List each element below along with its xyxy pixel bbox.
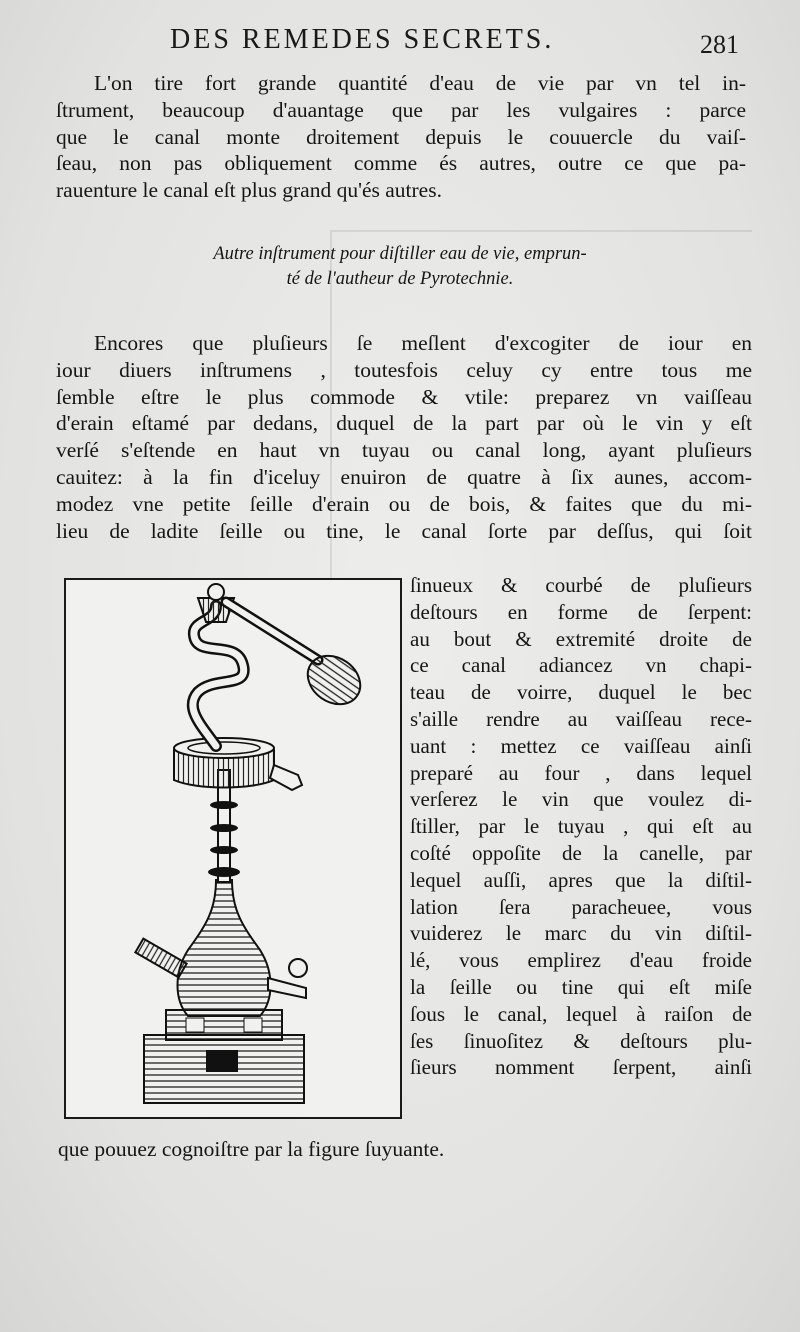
text-line: lation ſera paracheuee, vous: [410, 894, 752, 919]
text-line: cauitez: à la fin d'iceluy enuiron de quatre à ſix aunes, accom-: [56, 464, 752, 489]
text-line: que le canal monte droitement depuis le couuercle du vaiſ-: [56, 124, 746, 149]
text-line: ſeau, non pas obliquement comme és autres, outre ce que pa-: [56, 151, 746, 176]
text-line: ſous le canal, lequel à raiſon de: [410, 1001, 752, 1026]
text-line: au bout & extremité droite de: [410, 626, 752, 651]
text-line: iour diuers inſtrumens , toutesfois celuy cy entre tous me: [56, 357, 752, 382]
text-line: ſemble eſtre le plus commode & vtile: preparez vn vaiſſeau: [56, 384, 752, 409]
text-line: verſerez le vin que voulez di-: [410, 787, 752, 812]
text-line: lequel auſſi, apres que la diſtil-: [410, 867, 752, 892]
heading-line: Autre inſtrument pour diſtiller eau de vie, emprun-: [213, 244, 587, 264]
closing-line: [58, 1136, 758, 1163]
text-line: ce canal adiancez vn chapi-: [410, 653, 752, 678]
text-line: uant : mettez ce vaiſſeau ainſi: [410, 733, 752, 758]
section-heading: [100, 242, 700, 292]
text-line: vuiderez le marc du vin diſtil-: [410, 921, 752, 946]
body-paragraph: [56, 330, 752, 544]
page-header: [0, 22, 800, 62]
text-line: coſté oppoſite de la canelle, par: [410, 840, 752, 865]
text-line: L'on tire fort grande quantité d'eau de vie par vn tel in-: [94, 71, 746, 95]
distillation-serpent-apparatus-woodcut-icon: [66, 580, 400, 1117]
text-line: que pouuez cognoiſtre par la figure ſuyuante.: [58, 1137, 445, 1161]
heading-line: té de l'autheur de Pyrotechnie.: [286, 269, 514, 289]
text-line: rauenture le canal eſt plus grand qu'és autres.: [56, 178, 442, 203]
text-line: lieu de ladite ſeille ou tine, le canal ſorte par deſſus, qui ſoit: [56, 518, 752, 543]
text-line: Encores que pluſieurs ſe meſlent d'excogiter de iour en: [94, 331, 752, 355]
text-line: ſieurs nomment ſerpent, ainſi: [410, 1055, 752, 1080]
text-line: ſes ſinuoſitez & deſtours plu-: [410, 1028, 752, 1053]
woodcut-figure: [64, 578, 402, 1119]
text-line: preparé au four , dans lequel: [410, 760, 752, 785]
text-line: verſé s'eſtende en haut vn tuyau ou canal long, ayant pluſieurs: [56, 438, 752, 463]
text-line: modez vne petite ſeille d'erain ou de bois, & faites que du mi-: [56, 491, 752, 516]
text-line: lé, vous emplirez d'eau froide: [410, 948, 752, 973]
text-line: ſtiller, par le tuyau , qui eſt au: [410, 814, 752, 839]
running-head: DES REMEDES SECRETS.: [170, 24, 555, 55]
text-line: s'aille rendre au vaiſſeau rece-: [410, 706, 752, 731]
text-line: ſtrument, beaucoup d'auantage que par les vulgaires : parce: [56, 97, 746, 122]
text-line: la ſeille ou tine qui eſt miſe: [410, 974, 752, 999]
text-line: deſtours en forme de ſerpent:: [410, 599, 752, 624]
text-line: ſinueux & courbé de pluſieurs: [410, 573, 752, 597]
page-number: 281: [700, 30, 739, 59]
side-column-paragraph: [410, 572, 752, 1081]
text-line: d'erain eſtamé par dedans, duquel de la part par où le vin y eſt: [56, 411, 752, 436]
intro-paragraph: [56, 70, 746, 204]
text-line: teau de voirre, duquel le bec: [410, 680, 752, 705]
